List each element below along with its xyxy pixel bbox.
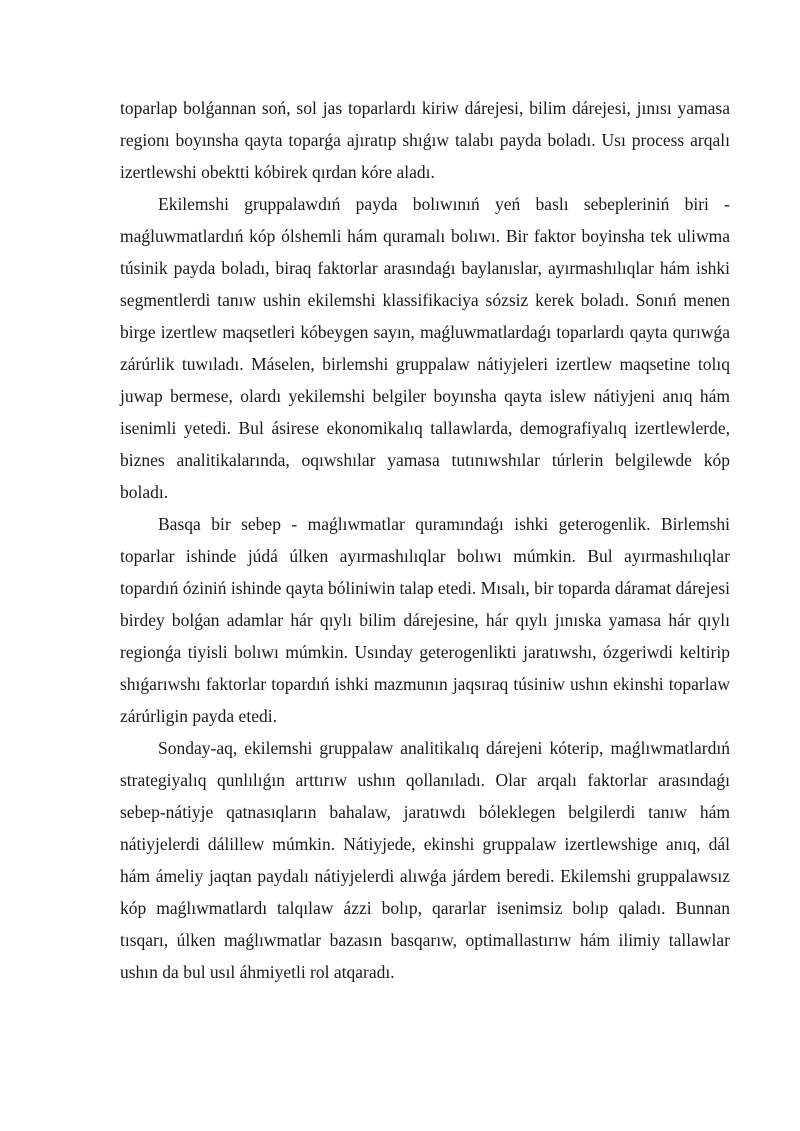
paragraph-continuation: toparlap bolǵannan soń, sol jas toparlardı kiriw dárejesi, bilim dárejesi, jınısı yamasa regionı boyınsha qayta toparǵa ajıratıp shıǵıw talabı payda boladı. Usı process arqalı izertlewshi obektti kóbirek qırdan kóre aladı. <box>120 98 730 182</box>
paragraph-causes-multidimensional: Ekilemshi gruppalawdıń payda bolıwınıń yeń baslı sebepleriniń biri - maǵluwmatlardıń kóp ólshemli hám quramalı bolıwı. Bir faktor boyinsha tek uliwma túsinik payda boladı, biraq faktorlar arasındaǵı baylanıslar, ayırmashılıqlar hám ishki segmentlerdi tanıw ushin ekilemshi klassifikaciya sózsiz kerek boladı. Sonıń menen birge izertlew maqsetleri kóbeygen sayın, maǵluwmatlardaǵı toparlardı qayta qurıwǵa zárúrlik tuwıladı. Máselen, birlemshi gruppalaw nátiyjeleri izertlew maqsetine tolıq juwap bermese, olardı yekilemshi belgiler boyınsha qayta islew nátiyjeni anıq hám isenimli yetedi. Bul ásirese ekonomikalıq tallawlarda, demografiyalıq izertlewlerde, biznes analitikalarında, oqıwshılar yamasa tutınıwshılar túrlerin belgilewde kóp boladı. <box>120 194 730 502</box>
paragraph-heterogeneity: Basqa bir sebep - maǵlıwmatlar quramındaǵı ishki geterogenlik. Birlemshi toparlar ishinde júdá úlken ayırmashılıqlar bolıwı múmkin. Bul ayırmashılıqlar topardıń óziniń ishinde qayta bóliniwin talap etedi. Mısalı, bir toparda dáramat dárejesi birdey bolǵan adamlar hár qıylı bilim dárejesine, hár qıylı jınıska yamasa hár qıylı regionǵa tiyisli bolıwı múmkin. Usınday geterogenlikti jaratıwshı, ózgeriwdi keltirip shıǵarıwshı faktorlar topardıń ishki mazmunın jaqsıraq túsiniw ushın ekinshi toparlaw zárúrligin payda etedi. <box>120 514 730 726</box>
body-text <box>120 92 730 988</box>
paragraph-analytical-value: Sonday-aq, ekilemshi gruppalaw analitikalıq dárejeni kóterip, maǵlıwmatlardıń strategiyalıq qunlılıǵın arttırıw ushın qollanıladı. Olar arqalı faktorlar arasındaǵı sebep-nátiyje qatnasıqların bahalaw, jaratıwdı bóleklegen belgilerdi tanıw hám nátiyjelerdi dálillew múmkin. Nátiyjede, ekinshi gruppalaw izertlewshige anıq, dál hám ámeliy jaqtan paydalı nátiyjelerdi alıwǵa járdem beredi. Ekilemshi gruppalawsız kóp maǵlıwmatlardı talqılaw ázzi bolıp, qararlar isenimsiz bolıp qaladı. Bunnan tısqarı, úlken maǵlıwmatlar bazasın basqarıw, optimallastırıw hám ilimiy tallawlar ushın da bul usıl áhmiyetli rol atqaradı. <box>120 738 730 982</box>
